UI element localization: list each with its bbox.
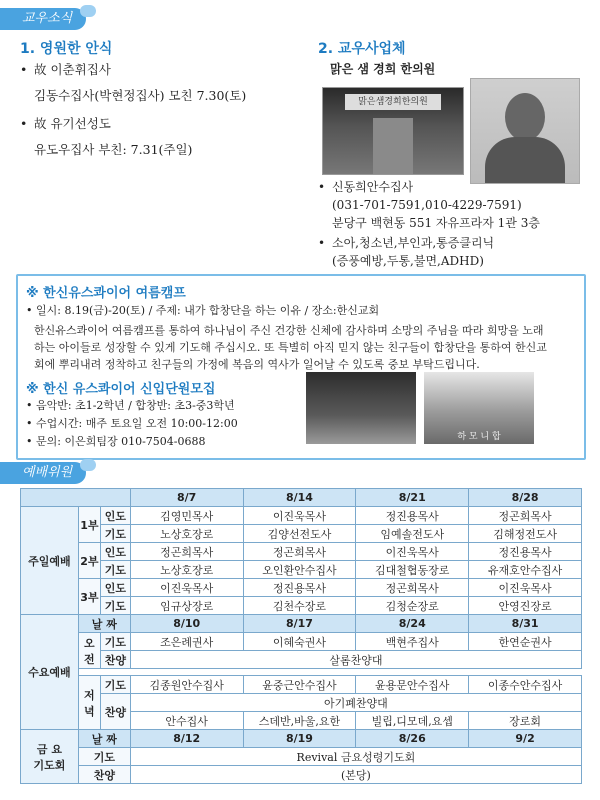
table-cell: 오인환안수집사 [243, 561, 356, 579]
section-heading-rest: 1. 영원한 안식 [20, 41, 113, 57]
bullet-icon: • [318, 236, 326, 250]
table-cell: 김해정전도사 [469, 525, 582, 543]
news-badge-label: 교우소식 [22, 11, 73, 26]
morning-label: 오전 [78, 633, 100, 669]
table-row [21, 730, 582, 748]
table-row [21, 543, 582, 561]
cloud-icon [80, 5, 96, 17]
table-cell: 노상호장로 [130, 561, 243, 579]
table-cell: Revival 금요성령기도회 [130, 748, 581, 766]
table-cell: 김종원안수집사 [130, 676, 243, 694]
part-label: 3부 [78, 579, 100, 615]
date-cell: 8/28 [469, 489, 582, 507]
news-section-badge [0, 8, 86, 30]
worship-schedule-table [20, 488, 582, 784]
obituary-item-1: • 故 이춘휘집사 김동수집사(박현정집사) 모친 7.30(토) [20, 62, 247, 103]
row-label: 찬양 [100, 694, 130, 730]
header-blank [21, 489, 131, 507]
table-cell: 이진욱목사 [243, 507, 356, 525]
row-label: 기도 [100, 597, 130, 615]
clinic-sign: 맑은샘경희한의원 [345, 94, 441, 110]
recruit-title: ※ 한신 유스콰이어 신입단원모집 [26, 382, 216, 397]
table-cell: 정곤희목사 [356, 579, 469, 597]
row-label: 인도 [100, 579, 130, 597]
table-row [21, 669, 582, 676]
bullet-icon: • [20, 116, 28, 131]
recruit-list: • 음악반: 초1-2학년 / 합창반: 초3-중3학년 • 수업시간: 매주 토요일 오전 10:00-12:00 • 문의: 이은희팀장 010-7504-0688 [26, 399, 238, 448]
table-cell: 살롬찬양대 [130, 651, 581, 669]
business-contact: • 신동희안수집사 (031-701-7591,010-4229-7591) 분당구 백현동 551 자유프라자 1관 3층 [318, 180, 540, 230]
date-cell: 8/21 [356, 489, 469, 507]
table-cell: 윤중근안수집사 [243, 676, 356, 694]
row-label: 기도 [100, 525, 130, 543]
table-row [21, 748, 582, 766]
worship-badge-label: 예배위원 [22, 465, 73, 480]
date-cell: 8/24 [356, 615, 469, 633]
obituary-item-2: • 故 유기선성도 유도우집사 부친: 7.31(주일) [20, 116, 193, 157]
table-cell: 정진용목사 [469, 543, 582, 561]
table-cell: 빌립,디모데,요셉 [356, 712, 469, 730]
clinic-storefront-photo [322, 87, 464, 175]
date-cell: 8/14 [243, 489, 356, 507]
table-row [21, 489, 582, 507]
table-cell: 김양선전도사 [243, 525, 356, 543]
table-cell: 정진용목사 [356, 507, 469, 525]
table-row [21, 633, 582, 651]
business-services: • 소아,청소년,부인과,통증클리닉 (증풍예방,두통,불면,ADHD) [318, 236, 495, 268]
table-row [21, 676, 582, 694]
choir-performance-photo [306, 372, 416, 444]
date-cell: 9/2 [469, 730, 582, 748]
table-row [21, 694, 582, 712]
clinic-door [373, 118, 413, 174]
table-cell: 장로회 [469, 712, 582, 730]
row-label: 기도 [100, 633, 130, 651]
table-cell: 노상호장로 [130, 525, 243, 543]
table-cell: 스데반,바울,요한 [243, 712, 356, 730]
table-cell: 정곤희목사 [469, 507, 582, 525]
date-cell: 8/7 [130, 489, 243, 507]
date-cell: 8/12 [130, 730, 243, 748]
cloud-icon [80, 459, 96, 471]
table-cell: 이진욱목사 [356, 543, 469, 561]
table-row [21, 766, 582, 784]
part-label: 1부 [78, 507, 100, 543]
table-cell: 이혜숙권사 [243, 633, 356, 651]
bullet-icon: • [20, 62, 28, 77]
table-cell: 안수집사 [130, 712, 243, 730]
date-cell: 8/17 [243, 615, 356, 633]
table-cell: 이진욱목사 [469, 579, 582, 597]
row-label: 기도 [100, 561, 130, 579]
wednesday-service-label: 수요예배 [21, 615, 79, 730]
table-row [21, 597, 582, 615]
choir-concert-photo: 하 모 니 합 [424, 372, 534, 444]
table-cell: 안영진장로 [469, 597, 582, 615]
date-cell: 8/10 [130, 615, 243, 633]
row-label: 날 짜 [78, 730, 130, 748]
table-row [21, 615, 582, 633]
row-label: 찬양 [100, 651, 130, 669]
camp-info: • 일시: 8.19(금)-20(토) / 주제: 내가 합창단을 하는 이유 / 장소:한신교회 [26, 304, 380, 317]
business-name: 맑은 샘 경희 한의원 [330, 62, 436, 76]
camp-description: 한신유스콰이어 여름캠프를 통하여 하나님이 주신 건강한 신체에 감사하며 소망의 주님을 따라 희망을 노래 하는 아이들로 성장할 수 있게 기도해 주십시오. 또 특별히 아직 믿지 않는 친구들이 합창단을 통하여 한신교 회에 뿌리내려 정착하고 친구들의 가정에 복음의 역사가 일어날 수 있도록 중보 부탁드립니다. [34, 324, 547, 371]
row-label: 찬양 [78, 766, 130, 784]
row-label: 날 짜 [78, 615, 130, 633]
table-row [21, 507, 582, 525]
friday-service-label: 금 요 기도회 [21, 730, 79, 784]
row-label: 인도 [100, 507, 130, 525]
table-cell: 조은례권사 [130, 633, 243, 651]
worship-section-badge [0, 462, 86, 484]
table-cell: 김대철협동장로 [356, 561, 469, 579]
bullet-icon: • [26, 399, 36, 412]
table-cell: 임예솔전도사 [356, 525, 469, 543]
section-heading-business: 2. 교우사업체 [318, 41, 406, 57]
table-row [21, 579, 582, 597]
row-label: 기도 [100, 676, 130, 694]
table-row [21, 525, 582, 543]
table-cell: (본당) [130, 766, 581, 784]
bullet-icon: • [26, 435, 36, 448]
bullet-icon: • [318, 180, 326, 194]
table-cell: 정진용목사 [243, 579, 356, 597]
camp-title: ※ 한신유스콰이어 여름캠프 [26, 286, 186, 301]
date-cell: 8/26 [356, 730, 469, 748]
table-cell: 윤용문안수집사 [356, 676, 469, 694]
row-label: 인도 [100, 543, 130, 561]
date-cell: 8/31 [469, 615, 582, 633]
table-row [21, 561, 582, 579]
table-cell: 김영민목사 [130, 507, 243, 525]
table-cell: 김천수장로 [243, 597, 356, 615]
table-row [21, 651, 582, 669]
date-cell: 8/19 [243, 730, 356, 748]
table-cell: 백현주집사 [356, 633, 469, 651]
doctor-portrait-photo [470, 78, 580, 184]
bullet-icon: • [26, 304, 36, 317]
table-cell: 임규상장로 [130, 597, 243, 615]
table-cell: 김청순장로 [356, 597, 469, 615]
table-cell: 유재호안수집사 [469, 561, 582, 579]
sunday-service-label: 주일예배 [21, 507, 79, 615]
evening-label: 저녁 [78, 676, 100, 730]
row-label: 기도 [78, 748, 130, 766]
table-cell: 이종수안수집사 [469, 676, 582, 694]
table-cell: 한연순권사 [469, 633, 582, 651]
bullet-icon: • [26, 417, 36, 430]
table-cell: 정곤희목사 [243, 543, 356, 561]
table-cell: 이진욱목사 [130, 579, 243, 597]
table-cell: 정곤희목사 [130, 543, 243, 561]
table-cell: 아기폐찬양대 [130, 694, 581, 712]
part-label: 2부 [78, 543, 100, 579]
